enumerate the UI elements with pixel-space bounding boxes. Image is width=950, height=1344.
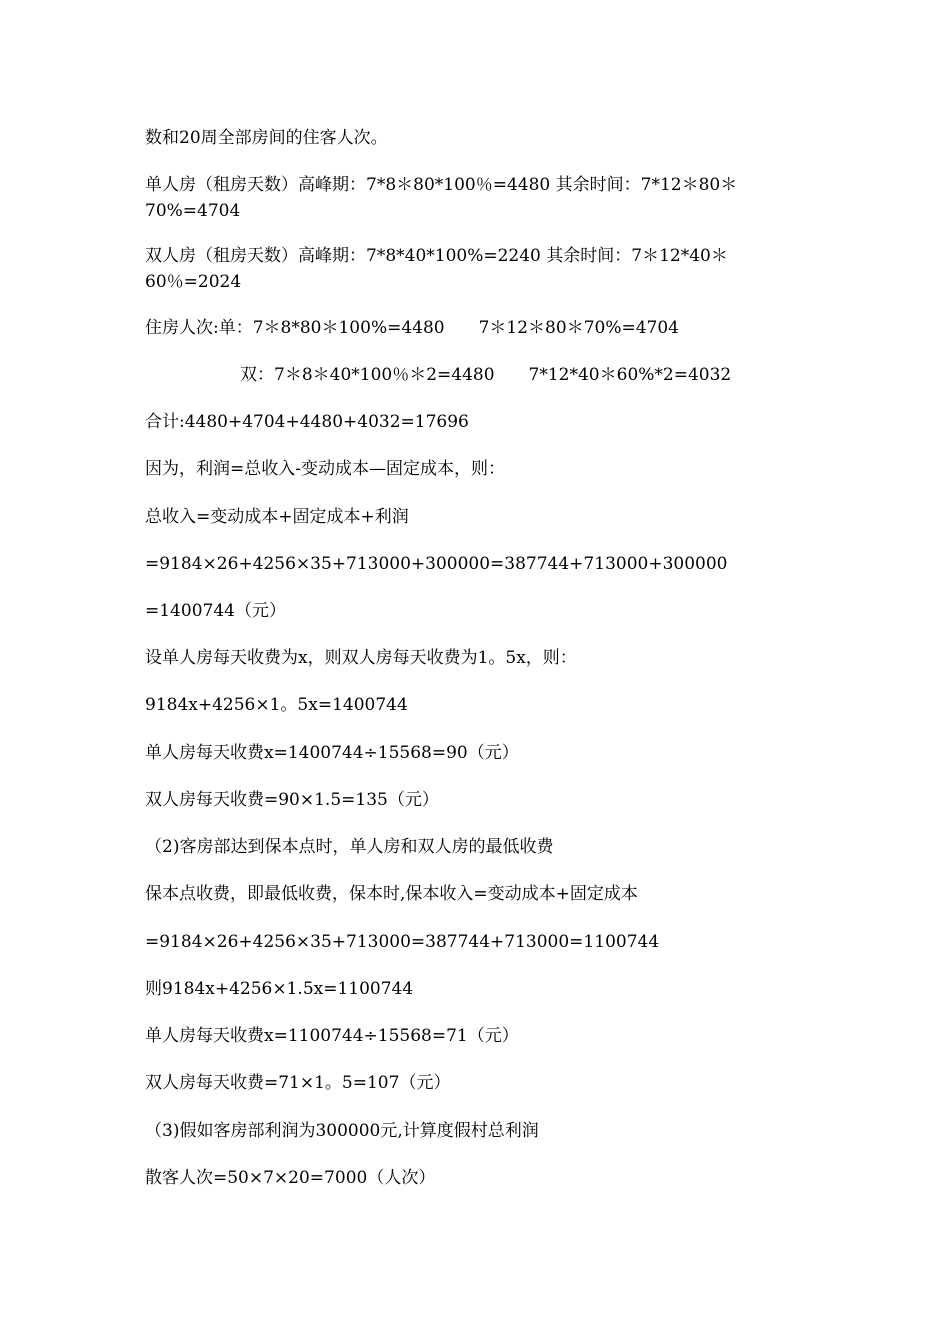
- text-segment: 7＊12＊80＊70%=4704: [478, 318, 679, 338]
- text-segment: 住房人次:单：7＊8*80＊100%=4480: [145, 318, 445, 338]
- text-line: 则9184x+4256×1.5x=1100744: [145, 979, 414, 999]
- text-line: 单人房每天收费x=1100744÷15568=71（元）: [145, 1026, 519, 1046]
- text-line: 设单人房每天收费为x，则双人房每天收费为1。5x，则：: [145, 648, 577, 668]
- text-line: 双人房每天收费=90×1.5=135（元）: [145, 790, 439, 810]
- text-line: 单人房（租房天数）高峰期：7*8＊80*100％=4480 其余时间：7*12＊80＊70%=4704: [145, 175, 738, 221]
- text-line: 数和20周全部房间的住客人次。: [145, 128, 388, 148]
- text-line: 合计:4480+4704+4480+4032=17696: [145, 412, 469, 432]
- text-line: =9184×26+4256×35+713000=387744+713000=1100744: [145, 932, 660, 952]
- text-line: 总收入=变动成本+固定成本+利润: [145, 507, 409, 527]
- text-line: 散客人次=50×7×20=7000（人次）: [145, 1168, 436, 1188]
- text-line: 9184x+4256×1。5x=1400744: [145, 695, 408, 715]
- text-segment: 双：7＊8＊40*100％＊2=4480: [240, 365, 495, 385]
- text-line: 单人房每天收费x=1400744÷15568=90（元）: [145, 743, 519, 763]
- text-line: =1400744（元）: [145, 601, 286, 621]
- text-line: 双人房每天收费=71×1。5=107（元）: [145, 1073, 451, 1093]
- text-segment: 7*12*40＊60%*2=4032: [528, 365, 732, 385]
- text-line: 双人房（租房天数）高峰期：7*8*40*100%=2240 其余时间：7＊12*40＊60％=2024: [145, 246, 728, 292]
- text-line: 保本点收费，即最低收费，保本时,保本收入=变动成本+固定成本: [145, 884, 638, 904]
- text-line: [145, 315, 679, 341]
- text-line: （3)假如客房部利润为300000元,计算度假村总利润: [145, 1121, 539, 1141]
- text-line: [240, 362, 731, 388]
- text-line: =9184×26+4256×35+713000+300000=387744+713000+300000: [145, 554, 728, 574]
- text-line: （2)客房部达到保本点时，单人房和双人房的最低收费: [145, 837, 554, 857]
- text-line: 因为，利润=总收入-变动成本—固定成本，则：: [145, 459, 505, 479]
